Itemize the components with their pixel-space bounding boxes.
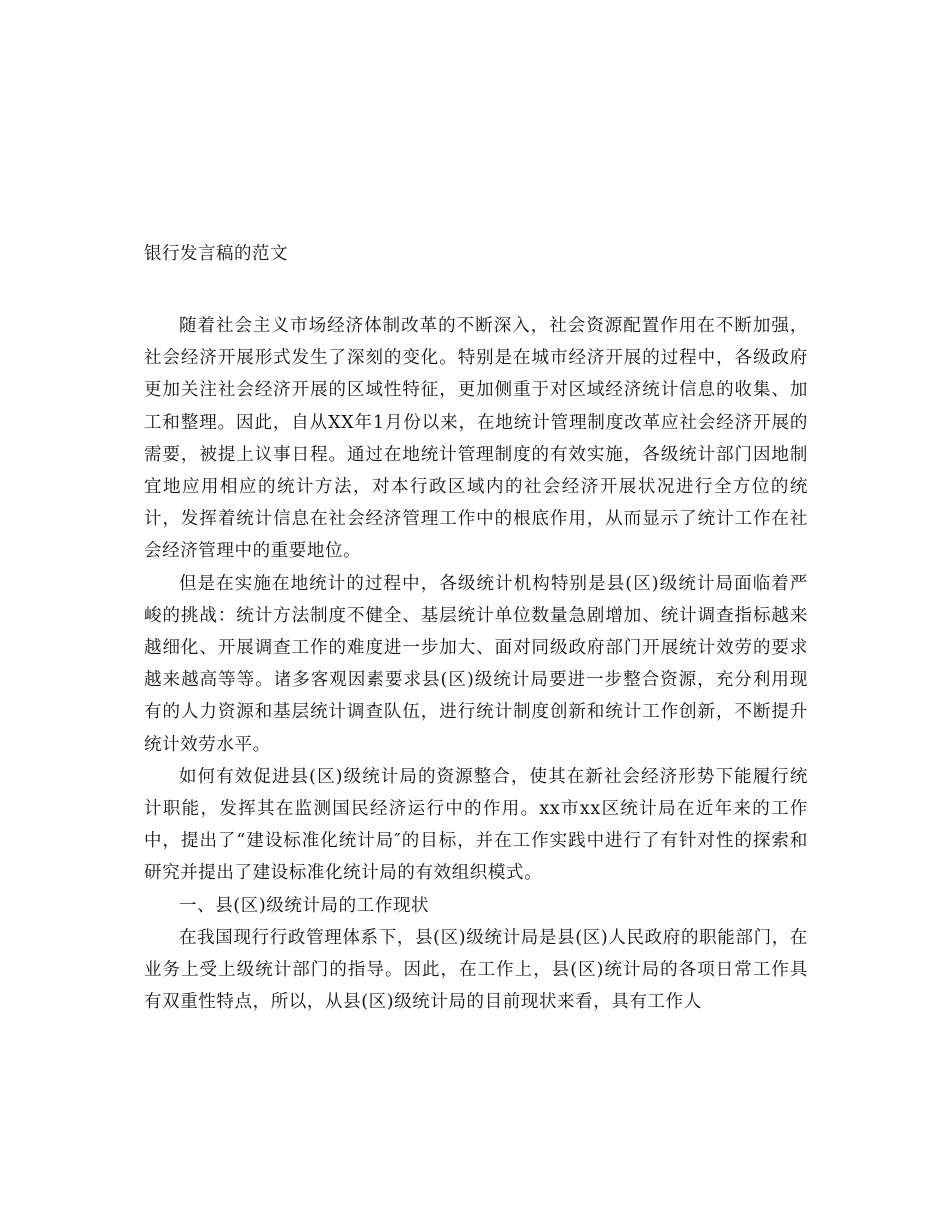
document-body	[144, 238, 808, 1018]
document-title: 银行发言稿的范文	[144, 244, 288, 264]
title-spacer	[144, 270, 808, 310]
paragraph-integration: 如何有效促进县(区)级统计局的资源整合，使其在新社会经济形势下能履行统计职能，发挥其在监测国民经济运行中的作用。xx市xx区统计局在近年来的工作中，提出了“建设标准化统计局″的目标，并在工作实践中进行了有针对性的探索和研究并提出了建设标准化统计局的有效组织模式。	[144, 766, 808, 884]
paragraph-intro: 随着社会主义市场经济体制改革的不断深入，社会资源配置作用在不断加强，社会经济开展形式发生了深刻的变化。特别是在城市经济开展的过程中，各级政府更加关注社会经济开展的区域性特征，更加侧重于对区域经济统计信息的收集、加工和整理。因此，自从XX年1月份以来，在地统计管理制度改革应社会经济开展的需要，被提上议事日程。通过在地统计管理制度的有效实施，各级统计部门因地制宜地应用相应的统计方法，对本行政区域内的社会经济开展状况进行全方位的统计，发挥着统计信息在社会经济管理工作中的根底作用，从而显示了统计工作在社会经济管理中的重要地位。	[144, 316, 808, 562]
paragraph-challenges: 但是在实施在地统计的过程中，各级统计机构特别是县(区)级统计局面临着严峻的挑战：统计方法制度不健全、基层统计单位数量急剧增加、统计调查指标越来越细化、开展调查工作的难度进一步加大、面对同级政府部门开展统计效劳的要求越来越高等等。诸多客观因素要求县(区)级统计局要进一步整合资源，充分利用现有的人力资源和基层统计调查队伍，进行统计制度创新和统计工作创新，不断提升统计效劳水平。	[144, 573, 808, 755]
section-heading-current-status: 一、县(区)级统计局的工作现状	[179, 895, 430, 916]
paragraph-current-status: 在我国现行行政管理体系下，县(区)级统计局是县(区)人民政府的职能部门，在业务上受上级统计部门的指导。因此，在工作上，县(区)统计局的各项日常工作具有双重性特点，所以，从县(区)级统计局的目前现状来看，具有工作人	[144, 927, 808, 1013]
